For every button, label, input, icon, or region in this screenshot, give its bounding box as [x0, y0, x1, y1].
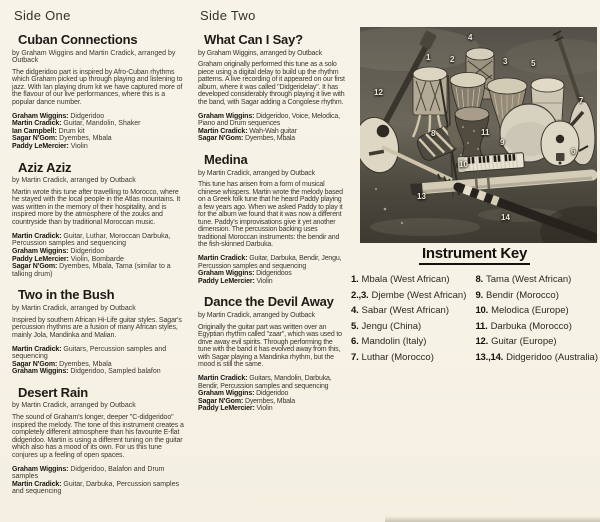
- track-byline: by Graham Wiggins, arranged by Outback: [198, 49, 322, 57]
- credit-line: [12, 368, 188, 376]
- credit-line: [12, 256, 188, 264]
- photo-number-label: 1: [426, 53, 431, 62]
- credit-line: [198, 128, 346, 136]
- instrument-number: 13.,14.: [475, 351, 504, 363]
- instrument-key-entry: [475, 288, 598, 304]
- credit-instruments: Wah-Wah guitar: [249, 127, 297, 135]
- track-description: The sound of Graham's longer, deeper "C-didgeridoo" inspired the melody. The tone of this instrument creates a completely different atmosphere than his favourite E-flat didgeridoo. Martin is using a different tuning on the guitar which also has a mood of its own. For us this tune conjures up a feeling of open spaces.: [12, 414, 184, 459]
- photo-number-label: 8: [431, 129, 436, 138]
- credit-instruments: Didgeridoo: [256, 390, 289, 398]
- credit-instruments: Guitars, Percussion samples and sequencing: [12, 345, 167, 361]
- credit-instruments: Guitars, Mandolin, Darbuka, Bendir, Percussion samples and sequencing: [198, 374, 332, 390]
- credit-instruments: Dyembes, Mbala: [59, 360, 112, 368]
- track-credits: [198, 375, 346, 413]
- instrument-number: 4.: [351, 305, 359, 317]
- track-description: Inspired by southern African Hi-Life guitar styles. Sagar's percussion rhythms are a fusion of many African styles, mainly Jola, Mandinka and Malian.: [12, 316, 182, 339]
- track-two-in-the-bush: [12, 287, 188, 376]
- credit-line: [198, 390, 346, 398]
- credit-line: [198, 113, 346, 128]
- credit-musician: Graham Wiggins:: [198, 112, 255, 120]
- instrument-number: 12.: [475, 336, 489, 348]
- track-credits: [12, 233, 188, 279]
- credit-musician: Graham Wiggins:: [12, 368, 69, 376]
- credit-instruments: Dyembes, Mbala: [244, 135, 295, 143]
- instrument-key-entry: [475, 350, 598, 366]
- credit-instruments: Didgeridoo, Voice, Melodica, Piano and Drum sequences: [198, 112, 340, 128]
- credit-line: [12, 135, 188, 143]
- instrument-key-right-column: [475, 272, 598, 366]
- instrument-key-left-column: [351, 272, 475, 366]
- credit-musician: Graham Wiggins:: [12, 465, 69, 473]
- credit-instruments: Didgeridoo: [70, 247, 105, 255]
- photo-number-label: 4: [468, 33, 473, 42]
- credit-instruments: Guitar, Luthar, Moroccan Darbuka, Percussion samples and sequencing: [12, 232, 171, 248]
- side-one-column: [12, 6, 188, 496]
- track-desert-rain: [12, 385, 188, 496]
- credit-instruments: Guitar, Darbuka, Percussion samples and sequencing: [12, 480, 179, 496]
- track-credits: [198, 113, 346, 143]
- instrument-name: Mandolin (Italy): [361, 336, 427, 348]
- credit-musician: Sagar N'Gom:: [12, 263, 58, 271]
- instrument-key-entry: [351, 319, 475, 335]
- instrument-name: Luthar (Morocco): [361, 351, 434, 363]
- credit-musician: Martin Cradick:: [12, 232, 62, 240]
- instrument-number: 8.: [475, 274, 483, 285]
- photo-number-label: 7: [579, 96, 584, 105]
- photo-number-label: 11: [481, 128, 490, 137]
- credit-instruments: Dyembes, Mbala, Tama (similar to a talking drum): [12, 263, 171, 278]
- instrument-number: 10.: [475, 305, 489, 317]
- credit-instruments: Dyembes, Mbala: [59, 135, 112, 143]
- credit-line: [198, 375, 346, 390]
- credit-instruments: Violin: [256, 277, 273, 285]
- credit-instruments: Didgeridoo: [70, 112, 105, 120]
- side-two-heading: Side Two: [200, 8, 256, 23]
- instrument-name: Bendir (Morocco): [486, 289, 559, 301]
- instruments-photo: [360, 27, 597, 243]
- credit-instruments: Guitar, Darbuka, Bendir, Jengu, Percussion samples and sequencing: [198, 254, 342, 270]
- credit-line: [12, 233, 188, 248]
- credit-line: [12, 128, 188, 136]
- track-aziz-aziz: [12, 160, 188, 279]
- credit-line: [198, 135, 346, 143]
- instrument-key-entry: [475, 303, 598, 319]
- track-title: Medina: [204, 152, 248, 167]
- credit-musician: Paddy LeMercier:: [198, 405, 255, 413]
- credit-musician: Sagar N'Gom:: [198, 397, 244, 405]
- photo-number-label: 5: [531, 59, 536, 68]
- instrument-name: Guitar (Europe): [491, 336, 557, 348]
- credit-instruments: Didgeridoos: [256, 270, 292, 278]
- photo-number-label: 12: [374, 88, 383, 97]
- instrument-number: 1.: [351, 274, 359, 285]
- instrument-key-title: Instrument Key: [419, 245, 530, 265]
- credit-line: [198, 405, 346, 413]
- instrument-name: Jengu (China): [361, 320, 422, 332]
- side-one-heading: Side One: [14, 8, 71, 23]
- instrument-number: 6.: [351, 336, 359, 348]
- credit-musician: Martin Cradick:: [198, 254, 248, 262]
- credit-instruments: Violin: [70, 142, 88, 150]
- instrument-key-entry: [351, 272, 475, 288]
- instrument-name: Didgeridoo (Australia): [506, 351, 598, 363]
- instrument-key-entry: [351, 334, 475, 350]
- track-byline: by Graham Wiggins and Martin Cradick, arranged by Outback: [12, 49, 176, 64]
- instrument-name: Darbuka (Morocco): [490, 320, 572, 332]
- photo-number-label: 3: [503, 57, 508, 66]
- instrument-key-entry: [351, 288, 475, 304]
- credit-line: [12, 361, 188, 369]
- credit-instruments: Drum kit: [58, 127, 85, 135]
- track-byline: by Martin Cradick, arranged by Outback: [198, 311, 315, 319]
- credit-musician: Sagar N'Gom:: [198, 135, 244, 143]
- track-dance-the-devil-away: [198, 294, 346, 413]
- track-byline: by Martin Cradick, arranged by Outback: [12, 402, 136, 410]
- track-medina: [198, 152, 346, 285]
- credit-line: [198, 270, 346, 278]
- credit-musician: Graham Wiggins:: [198, 390, 255, 398]
- credit-musician: Graham Wiggins:: [12, 247, 69, 255]
- instrument-key-entry: [351, 350, 475, 366]
- track-title: Aziz Aziz: [18, 159, 72, 175]
- instruments-photo-illustration: [360, 27, 597, 243]
- credit-instruments: Dyembes, Mbala: [244, 397, 295, 405]
- track-title: What Can I Say?: [204, 32, 303, 47]
- instrument-name: Sabar (West African): [361, 305, 449, 317]
- credit-line: [12, 120, 188, 128]
- credit-musician: Ian Campbell:: [12, 127, 57, 135]
- credit-instruments: Violin, Bombarde: [70, 255, 124, 263]
- photo-number-label: 2: [450, 55, 455, 64]
- credit-musician: Graham Wiggins:: [12, 112, 69, 120]
- credit-musician: Sagar N'Gom:: [12, 360, 58, 368]
- track-what-can-i-say: [198, 32, 346, 143]
- track-description: This tune has arisen from a form of musical chinese whispers. Martin wrote the melody based on a Greek folk tune that he heard Paddy playing a few years ago. When we asked Paddy to play it for the album we found that it was now a different tune. Paddy's improvisations give it yet another dimension. The percussion backing uses traditional Moroccan instruments: the bendir and the fish-skinned Darbuka.: [198, 181, 343, 249]
- credit-musician: Paddy LeMercier:: [12, 142, 69, 150]
- track-byline: by Martin Cradick, arranged by Outback: [12, 177, 136, 185]
- credit-musician: Martin Cradick:: [198, 374, 248, 382]
- instrument-name: Djembe (West African): [371, 289, 467, 301]
- photo-number-label: 13: [417, 192, 426, 201]
- scan-edge-shadow: [385, 516, 600, 522]
- credit-line: [12, 466, 188, 481]
- credit-musician: Paddy LeMercier:: [198, 277, 255, 285]
- instrument-number: 9.: [475, 289, 483, 301]
- instrument-key-entry: [351, 303, 475, 319]
- track-credits: [198, 255, 346, 285]
- credit-line: [12, 143, 188, 151]
- instrument-name: Melodica (Europe): [491, 305, 569, 317]
- instrument-name: Mbala (West African): [361, 274, 450, 285]
- side-two-column: [198, 6, 346, 413]
- instrument-number: 7.: [351, 351, 359, 363]
- track-title: Desert Rain: [18, 384, 89, 400]
- credit-instruments: Violin: [256, 405, 273, 413]
- instrument-key-entry: [475, 334, 598, 350]
- instrument-key: [351, 245, 598, 366]
- track-cuban-connections: [12, 32, 188, 151]
- track-title: Dance the Devil Away: [204, 294, 334, 310]
- credit-musician: Graham Wiggins:: [198, 270, 255, 278]
- credit-musician: Martin Cradick:: [12, 345, 62, 353]
- track-byline: by Martin Cradick, arranged by Outback: [12, 304, 136, 312]
- credit-instruments: Didgeridoo, Sampled balafon: [70, 368, 161, 376]
- track-description: Graham originally performed this tune as a solo piece using a digital delay to build up the rhythm patterns. A live recording of it appeared on our first album, where it was called "Didgeridelay". It has developed considerably through playing it live with the band, with Sagar adding a Congolese rhythm.: [198, 61, 345, 106]
- credit-line: [12, 248, 188, 256]
- photo-number-label: 6: [571, 147, 576, 156]
- credit-musician: Martin Cradick:: [12, 480, 62, 488]
- track-credits: [12, 466, 188, 496]
- credit-musician: Paddy LeMercier:: [12, 255, 69, 263]
- credit-musician: Martin Cradick:: [12, 120, 62, 128]
- instrument-key-entry: [475, 319, 598, 335]
- instrument-name: Tama (West African): [486, 274, 572, 285]
- instrument-number: 5.: [351, 320, 359, 332]
- credit-line: [12, 113, 188, 121]
- track-credits: [12, 346, 188, 376]
- instrument-number: 11.: [475, 320, 488, 332]
- instrument-number: 2.,3.: [351, 289, 369, 301]
- track-title: Two in the Bush: [18, 287, 115, 303]
- instrument-key-entry: [475, 272, 598, 288]
- credit-musician: Sagar N'Gom:: [12, 135, 58, 143]
- credit-musician: Martin Cradick:: [198, 127, 248, 135]
- credit-line: [12, 481, 188, 496]
- track-description: Originally the guitar part was written over an Egyptian rhythm called "zaar", which was used to drive away evil spirits. Through performing the tune with the band it has evolved away from this, with Sagar playing a Mandinka rhythm, but the mood is still the same.: [198, 323, 342, 369]
- credit-line: [198, 278, 346, 286]
- instrument-key-columns: [351, 272, 598, 366]
- credit-line: [198, 398, 346, 406]
- credit-instruments: Guitar, Mandolin, Shaker: [63, 120, 141, 128]
- track-credits: [12, 113, 188, 151]
- credit-line: [198, 255, 346, 270]
- credit-line: [12, 263, 188, 278]
- credit-instruments: Didgeridoo, Balafon and Drum samples: [12, 465, 165, 481]
- photo-number-label: 9: [500, 138, 505, 147]
- track-title: Cuban Connections: [18, 32, 138, 47]
- photo-number-label: 10: [459, 160, 468, 169]
- track-description: The didgeridoo part is inspired by Afro-Cuban rhythms which Graham picked up through playing and listening to jazz. With Ian playing drum kit we have captured more of the flavour of our live performances, where this is a popular dance number.: [12, 68, 183, 106]
- track-description: Martin wrote this tune after travelling to Morocco, where he stayed with the local people in the Atlas mountains. It was written in the memory of their hospitality, and is inspired more by the atmosphere of the zouks and countryside than by traditional Moroccan music.: [12, 188, 181, 226]
- credit-line: [12, 346, 188, 361]
- track-byline: by Martin Cradick, arranged by Outback: [198, 169, 315, 177]
- photo-number-label: 14: [501, 213, 510, 222]
